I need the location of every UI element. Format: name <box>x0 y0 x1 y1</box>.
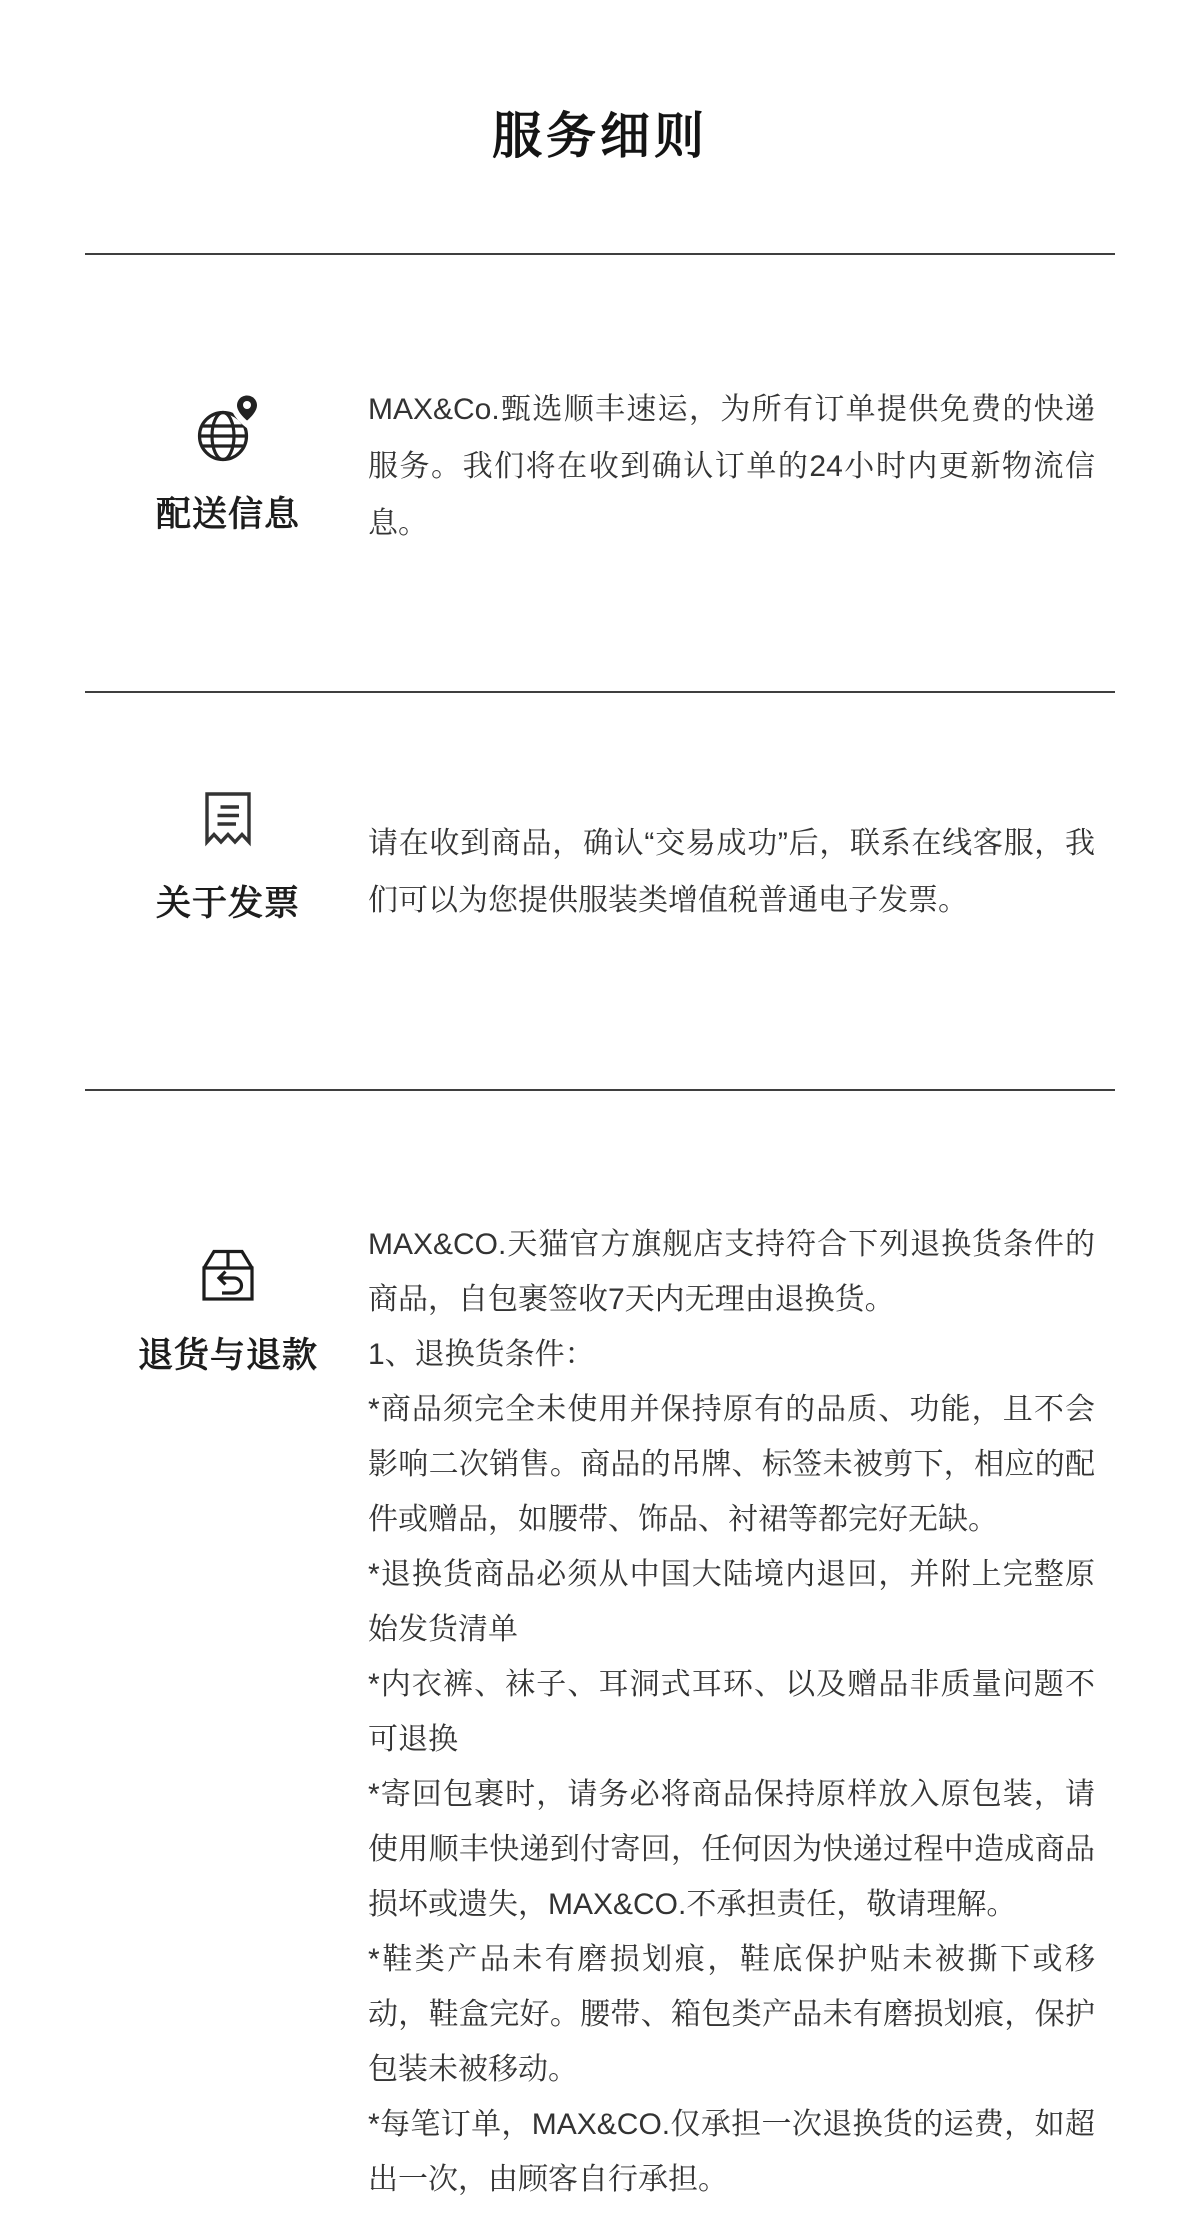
section-label: 配送信息 <box>155 495 300 534</box>
page-title: 服务细则 <box>492 108 708 164</box>
section-paragraph: 1、退换货条件： <box>368 1338 595 1371</box>
globe-location-icon <box>195 392 261 464</box>
section-paragraph: *内衣裤、袜子、耳洞式耳环、以及赠品非质量问题不可退换 <box>368 1668 1095 1756</box>
section-paragraph: *每笔订单，MAX&CO.仅承担一次退换货的运费，如超出一次，由顾客自行承担。 <box>368 2108 1095 2196</box>
section-returns <box>0 1091 1200 2217</box>
section-invoice-header <box>88 789 368 922</box>
section-paragraph: *退换货商品必须从中国大陆境内退回，并附上完整原始发货清单 <box>368 1558 1095 1646</box>
section-paragraph: MAX&Co.甄选顺丰速运，为所有订单提供免费的快递服务。我们将在收到确认订单的24小时内更新物流信息。 <box>368 393 1095 540</box>
section-paragraph: *商品须完全未使用并保持原有的品质、功能，且不会影响二次销售。商品的吊牌、标签未被剪下，相应的配件或赠品，如腰带、饰品、衬裙等都完好无缺。 <box>368 1393 1095 1536</box>
receipt-icon <box>199 789 257 853</box>
section-invoice <box>0 693 1200 1089</box>
section-shipping <box>0 255 1200 691</box>
section-paragraph: 请在收到商品，确认“交易成功”后，联系在线客服，我们可以为您提供服装类增值税普通电子发票。 <box>368 827 1095 917</box>
section-shipping-body <box>368 381 1095 552</box>
section-label: 关于发票 <box>155 884 300 923</box>
section-returns-body <box>368 1217 1095 2207</box>
section-returns-header <box>88 1245 368 1374</box>
section-paragraph: *寄回包裹时，请务必将商品保持原样放入原包装，请使用顺丰快递到付寄回，任何因为快递过程中造成商品损坏或遗失，MAX&CO.不承担责任，敬请理解。 <box>368 1778 1095 1921</box>
section-paragraph: MAX&CO.天猫官方旗舰店支持符合下列退换货条件的商品，自包裹签收7天内无理由退换货。 <box>368 1228 1095 1316</box>
section-invoice-body <box>368 815 1095 929</box>
section-paragraph: *鞋类产品未有磨损划痕，鞋底保护贴未被撕下或移动，鞋盒完好。腰带、箱包类产品未有磨损划痕，保护包装未被移动。 <box>368 1943 1095 2086</box>
return-box-icon <box>194 1245 262 1305</box>
section-shipping-header <box>88 392 368 533</box>
section-label: 退货与退款 <box>137 1336 318 1375</box>
